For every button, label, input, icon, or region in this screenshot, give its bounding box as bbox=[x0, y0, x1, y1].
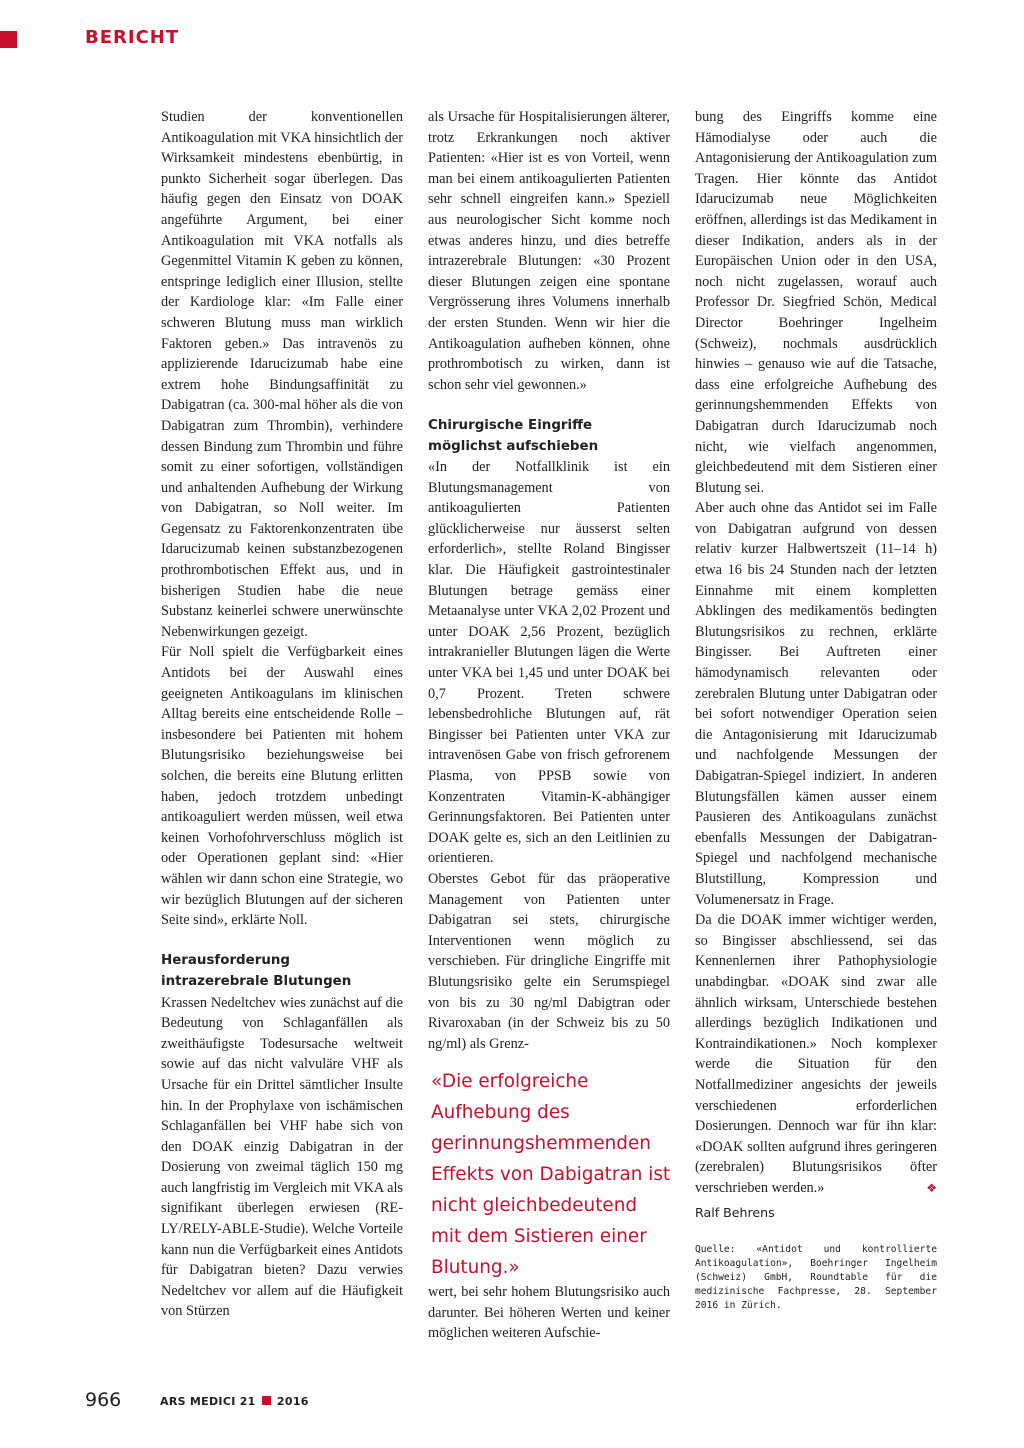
paragraph: Krassen Nedeltchev wies zunächst auf die Bedeutung von Schlaganfällen als zweithäufigste Todesursache weltweit sowie auf das nicht valvuläre VHF als Ursache für ein Drittel sämtlicher Insulte hin. In der Prophylaxe von ischämischen Schlaganfällen bei VHF habe sich von den DOAK einzig Dabigatran in der Dosierung von zweimal täglich 150 mg auch langfristig im Vergleich mit VKA als signifikant überlegen erwiesen (RE-LY/RELY-ABLE-Studie). Welche Vorteile kann nun die Verfügbarkeit eines Antidots für Dabigatran bieten? Dazu verwies Nedeltchev vor allem auf die Häufigkeit von Stürzen bbox=[161, 994, 403, 1320]
journal-footer bbox=[160, 1395, 309, 1408]
journal-year: 2016 bbox=[276, 1395, 309, 1408]
subheading bbox=[161, 951, 403, 992]
paragraph: Oberstes Gebot für das präoperative Management von Patienten unter Dabigatran sei stets, chirurgische Interventionen wenn möglich zu verschieben. Für dringliche Eingriffe mit Blutungsrisiko gelte ein Serumspiegel von bis zu 30 ng/ml Dabigtran oder Rivaroxaban (in der Schweiz bis zu 50 ng/ml) als Grenz- bbox=[428, 870, 670, 1052]
column-3 bbox=[695, 107, 937, 1198]
pull-quote: «Die erfolgreiche Aufhebung des gerinnungshemmenden Effekts von Dabigatran ist nicht gleichbedeutend mit dem Sistieren einer Blutung.» bbox=[431, 1071, 671, 1278]
column-2-continued bbox=[428, 1282, 670, 1344]
subheading-line: intrazerebrale Blutungen bbox=[161, 973, 352, 989]
paragraph: als Ursache für Hospitalisierungen älterer, trotz Erkrankungen noch aktiver Patienten: «Hier ist es von Vorteil, wenn man bei einem antikoagulierten Patienten sehr schnell eingreifen kann.» Speziell aus neurologischer Sicht komme noch etwas anderes hinzu, und dies betreffe intrazerebrale Blutungen: «30 Prozent dieser Blutungen zeigen eine spontane Vergrösserung ihres Volumens innerhalb der ersten Stunden. Wenn wir hier die Antikoagulation aufheben können, ohne prothrombotisch zu wirken, dann ist schon sehr viel gewonnen.» bbox=[428, 109, 670, 393]
paragraph: wert, bei sehr hohem Blutungsrisiko auch darunter. Bei höheren Werten und keiner möglichen weiteren Aufschie- bbox=[428, 1284, 670, 1342]
paragraph: bung des Eingriffs komme eine Hämodialyse oder auch die Antagonisierung der Antikoagulation zum Tragen. Hier könnte das Antidot Idarucizumab neue Möglichkeiten eröffnen, allerdings ist das Medikament in dieser Indikation, anders als in der Europäischen Union oder in den USA, noch nicht zugelassen, worauf auch Professor Dr. Siegfried Schön, Medical Director Boehringer Ingelheim (Schweiz), nochmals ausdrücklich hinwies – genauso wie auf die Tatsache, dass eine erfolgreiche Aufhebung des gerinnungshemmenden Effekts von Dabigatran durch Idarucizumab noch nicht, wie vielfach angenommen, gleichbedeutend mit dem Sistieren einer Blutung sei. bbox=[695, 109, 937, 496]
subheading-line: Chirurgische Eingriffe bbox=[428, 417, 593, 433]
page-number: 966 bbox=[85, 1389, 122, 1411]
author-name: Ralf Behrens bbox=[695, 1205, 775, 1220]
journal-name: ARS MEDICI 21 bbox=[160, 1395, 256, 1408]
paragraph-text: Da die DOAK immer wichtiger werden, so Bingisser abschliessend, sei das Kennenlernen ihrer Pathophysiologie unabdingbar. «DOAK sind zwar alle ähnlich wirksam, Unterschiede bestehen allerdings bezüglich Indikationen und Kontraindikationen.» Noch komplexer werde die Situation für den Notfallmediziner angesichts der jeweils verschiedenen erforderlichen Dosierungen. Dennoch war für ihn klar: «DOAK sollten aufgrund ihres geringeren (zerebralen) Blutungsrisikos öfter verschrieben werden.» bbox=[695, 912, 937, 1196]
subheading-line: Herausforderung bbox=[161, 953, 290, 969]
section-marker bbox=[0, 31, 17, 48]
section-label: BERICHT bbox=[85, 27, 180, 48]
subheading-line: möglichst aufschieben bbox=[428, 438, 599, 454]
paragraph: Für Noll spielt die Verfügbarkeit eines Antidots bei der Auswahl eines geeigneten Antikoagulans im klinischen Alltag bereits eine entscheidende Rolle – insbesondere bei Patienten mit hohem Blutungsrisiko beziehungsweise bei solchen, die bereits eine Blutung erlitten haben, jedoch trotzdem unbedingt antikoaguliert werden müssen, weil etwa keinen Vorhofohrverschluss möglich ist oder Operationen geplant sind: «Hier wählen wir dann schon eine Strategie, wo wir bezüglich Blutungen auf der sicheren Seite sind», erklärte Noll. bbox=[161, 644, 403, 929]
column-1 bbox=[161, 107, 403, 1322]
paragraph: Studien der konventionellen Antikoagulation mit VKA hinsichtlich der Wirksamkeit mindestens ebenbürtig, in punkto Sicherheit sogar überlegen. Das häufig gegen den Einsatz von DOAK angeführte Argument, bei einer Antikoagulation mit VKA notfalls als Gegenmittel Vitamin K geben zu können, entspringe lediglich einer Illusion, stellte der Kardiologe klar: «Im Falle einer schweren Blutung muss man wirklich Faktoren geben.» Das intravenös zu applizierende Idarucizumab habe eine extrem hohe Bindungsaffinität zu Dabigatran (ca. 300-mal höher als die von Dabigatran zum Thrombin), verhindere dessen Bindung zum Thrombin und führe somit zu einer sofortigen, vollständigen und anhaltenden Aufhebung der Wirkung von Dabigatran, so Noll weiter. Im Gegensatz zu Faktorenkonzentraten übe Idarucizumab keinen substanzbezogenen prothrombotischen Effekt aus, und in bisherigen Studien habe die neue Substanz keinerlei schwere unerwünschte Nebenwirkungen gezeigt. bbox=[161, 109, 403, 640]
paragraph: Aber auch ohne das Antidot sei im Falle von Dabigatran aufgrund von dessen relativ kurzer Halbwertszeit (11–14 h) etwa 16 bis 24 Stunden nach der letzten Einnahme mit einem kompletten Abklingen des medikamentös bedingten Blutungsrisikos zu rechnen, erklärte Bingisser. Bei Auftreten einer hämodynamisch relevanten oder zerebralen Blutung unter Dabigatran oder bei sofort notwendiger Operation seien die Antagonisierung mit Idarucizumab und nachfolgende Messungen der Dabigatran-Spiegel indiziert. In anderen Blutungsfällen kämen ausser einem Pausieren des Antikoagulans zunächst ebenfalls Messungen der Dabigatran-Spiegel und nachfolgend mechanische Blutstillung, Kompression und Volumenersatz in Frage. bbox=[695, 500, 937, 908]
footer-square-icon bbox=[262, 1396, 271, 1405]
paragraph bbox=[695, 910, 937, 1198]
column-2 bbox=[428, 107, 670, 1054]
subheading bbox=[428, 416, 670, 457]
paragraph: «In der Notfallklinik ist ein Blutungsmanagement von antikoagulierten Patienten glücklicherweise nur äusserst selten erforderlich», stellte Roland Bingisser klar. Die Häufigkeit gastrointestinaler Blutungen betrage gemäss einer Metaanalyse unter VKA 2,02 Prozent und unter DOAK 2,56 Prozent, bezüglich intrakranieller Blutungen lägen die Werte unter VKA bei 1,45 und unter DOAK bei 0,7 Prozent. Treten schwere lebensbedrohliche Blutungen auf, rät Bingisser bei Patienten unter VKA zur intravenösen Gabe von frisch gefrorenem Plasma, von PPSB sowie von Konzentraten Vitamin-K-abhängiger Gerinnungsfaktoren. Bei Patienten unter DOAK gelte es, sich an den Leitlinien zu orientieren. bbox=[428, 459, 670, 867]
source-note: Quelle: «Antidot und kontrollierte Antikoagulation», Boehringer Ingelheim (Schweiz) GmbH, Roundtable für die medizinische Fachpresse, 28. September 2016 in Zürich. bbox=[695, 1244, 937, 1311]
end-of-article-icon: ❖ bbox=[926, 1180, 937, 1195]
